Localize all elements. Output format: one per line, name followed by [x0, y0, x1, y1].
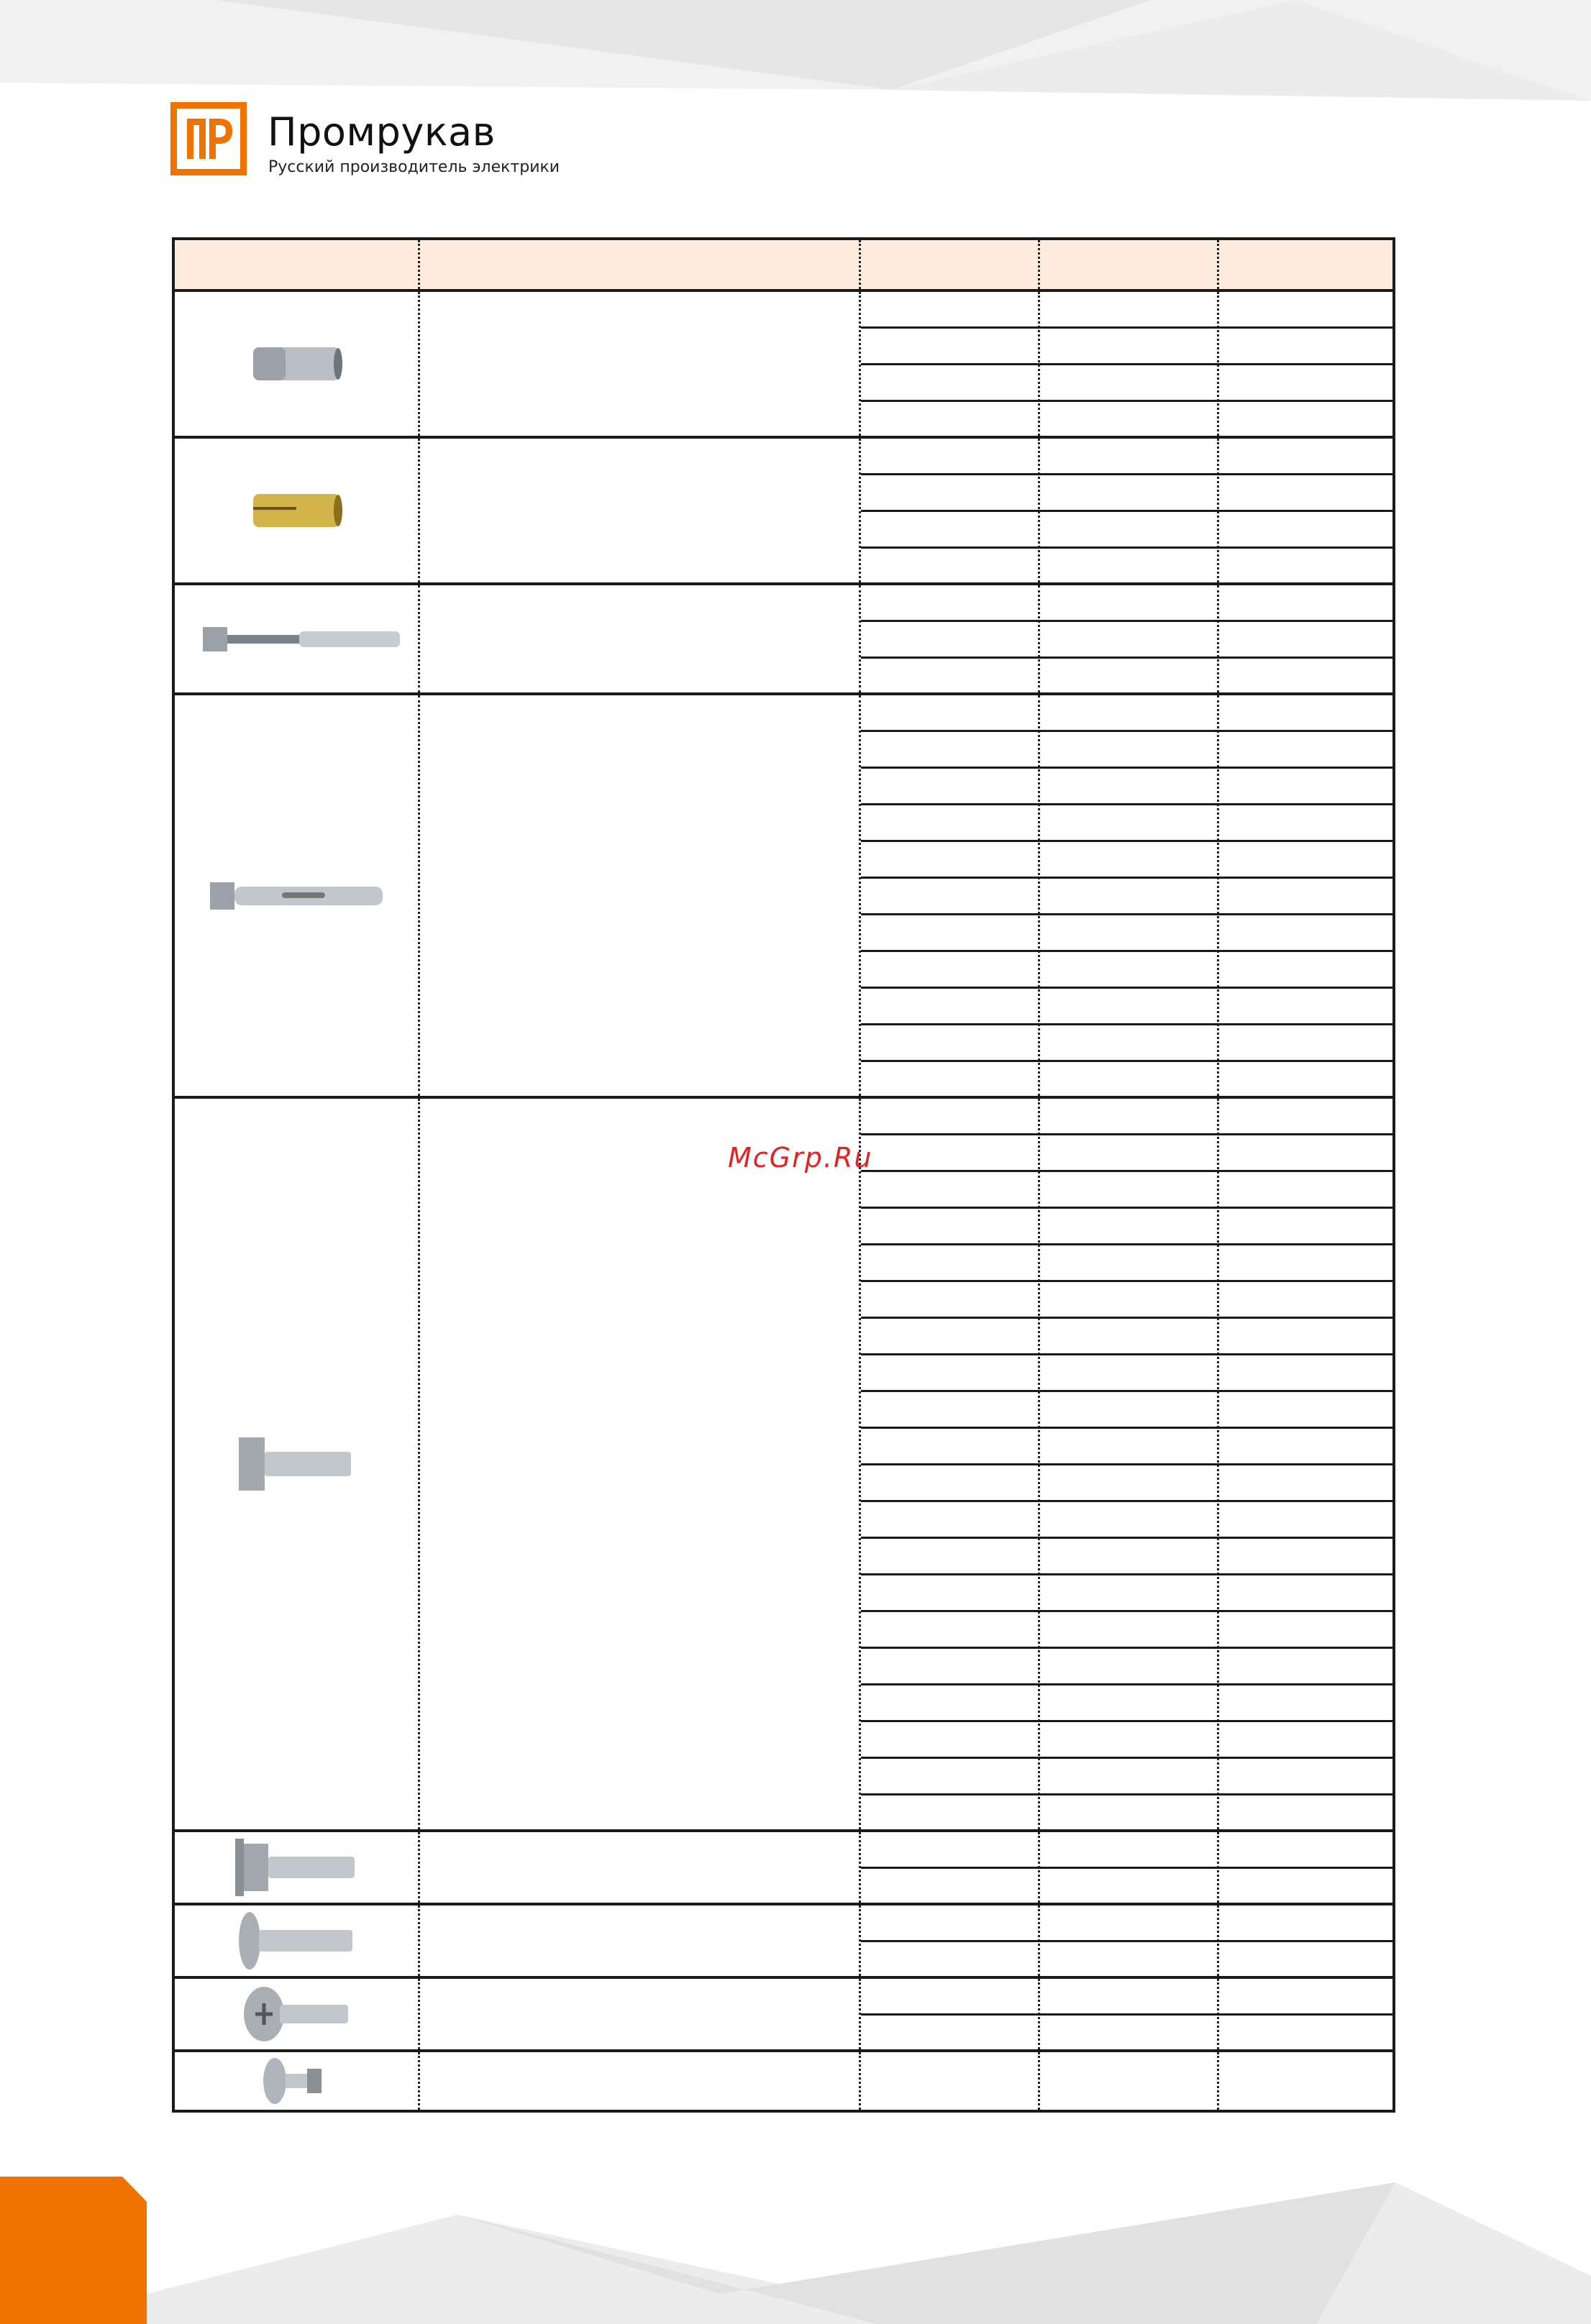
- table-row-divider: [861, 1720, 1392, 1722]
- table-row-divider: [861, 400, 1392, 402]
- watermark: McGrp.Ru: [728, 1142, 873, 1174]
- table-row-group: [175, 1099, 1392, 1832]
- table-row-divider: [861, 1757, 1392, 1759]
- table-row-group: [175, 439, 1392, 585]
- table-row-divider: [861, 473, 1392, 475]
- table-row-divider: [861, 1867, 1392, 1869]
- table-row-divider: [861, 1940, 1392, 1942]
- brand-tagline: Русский производитель электрики: [268, 158, 560, 176]
- table-row-divider: [861, 1683, 1392, 1685]
- mushroom-bolt-nut-icon: [175, 2052, 418, 2110]
- table-row-group: [175, 1979, 1392, 2052]
- table-row-divider: [861, 326, 1392, 329]
- table-row-group: [175, 695, 1392, 1099]
- product-table: [172, 237, 1395, 2113]
- drop-in-anchor-brass-icon: [175, 439, 418, 582]
- table-row-divider: [861, 1793, 1392, 1795]
- table-row-group: [175, 585, 1392, 695]
- table-row-divider: [861, 950, 1392, 952]
- table-row-divider: [861, 877, 1392, 879]
- table-row-divider: [861, 1647, 1392, 1649]
- table-row-divider: [861, 510, 1392, 512]
- table-row-divider: [861, 1317, 1392, 1319]
- table-row-group: [175, 2052, 1392, 2110]
- table-row-divider: [861, 1207, 1392, 1209]
- drop-in-anchor-steel-icon: [175, 292, 418, 436]
- table-header: [175, 240, 1392, 292]
- table-row-divider: [861, 2013, 1392, 2016]
- table-row-divider: [861, 1280, 1392, 1282]
- wedge-anchor-bolt-icon: [175, 585, 418, 692]
- table-row-divider: [861, 1170, 1392, 1172]
- brand-name: Промрукав: [268, 109, 496, 155]
- table-row-divider: [861, 987, 1392, 989]
- table-row-divider: [861, 1610, 1392, 1612]
- table-row-divider: [861, 1023, 1392, 1025]
- table-row-group: [175, 1906, 1392, 1979]
- table-row-divider: [861, 620, 1392, 622]
- table-row-divider: [861, 1537, 1392, 1539]
- table-row-divider: [861, 1133, 1392, 1135]
- table-row-group: [175, 292, 1392, 439]
- table-row-divider: [861, 546, 1392, 549]
- table-row-divider: [861, 1573, 1392, 1575]
- table-row-divider: [861, 657, 1392, 659]
- table-row-divider: [861, 840, 1392, 842]
- table-row-divider: [861, 1427, 1392, 1429]
- page-corner-accent: [0, 2177, 147, 2324]
- table-row-divider: [861, 767, 1392, 769]
- table-row-divider: [861, 803, 1392, 805]
- table-row-divider: [861, 1243, 1392, 1245]
- phillips-pan-screw-icon: [175, 1979, 418, 2049]
- table-row-divider: [861, 913, 1392, 915]
- table-row-divider: [861, 1463, 1392, 1465]
- sleeve-anchor-hex-icon: [175, 695, 418, 1096]
- brand-logo-mark: [170, 102, 247, 175]
- hex-bolt-icon: [175, 1099, 418, 1829]
- table-row-divider: [861, 1500, 1392, 1502]
- carriage-bolt-icon: [175, 1906, 418, 1976]
- table-row-group: [175, 1832, 1392, 1906]
- table-row-divider: [861, 1353, 1392, 1355]
- flange-hex-bolt-icon: [175, 1832, 418, 1903]
- table-row-divider: [861, 1060, 1392, 1062]
- table-row-divider: [861, 730, 1392, 732]
- table-row-divider: [861, 1390, 1392, 1392]
- table-row-divider: [861, 363, 1392, 365]
